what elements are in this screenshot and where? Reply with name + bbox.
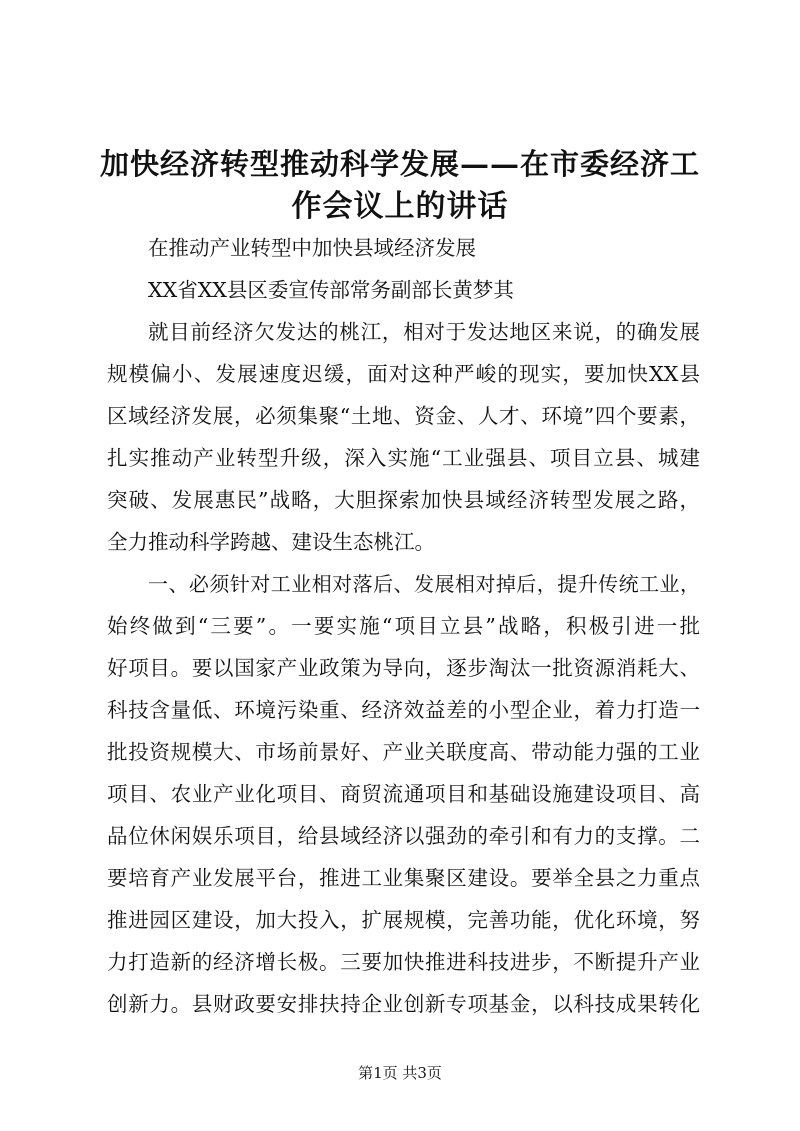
subtitle: 在推动产业转型中加快县域经济发展 bbox=[148, 236, 476, 260]
paragraph-2-line: 要培育产业发展平台，推进工业集聚区建设。要举全县之力重点 bbox=[107, 866, 700, 890]
paragraph-2-line: 项目、农业产业化项目、商贸流通项目和基础设施建设项目、高 bbox=[107, 782, 700, 806]
paragraph-2-line: 科技含量低、环境污染重、经济效益差的小型企业，着力打造一 bbox=[107, 698, 700, 722]
paragraph-1-line: 区域经济发展，必须集聚“土地、资金、人才、环境”四个要素， bbox=[107, 404, 700, 428]
document-title-line-2: 作会议上的讲话 bbox=[291, 189, 509, 224]
paragraph-1-line: 规模偏小、发展速度迟缓，面对这种严峻的现实，要加快XX县 bbox=[107, 362, 700, 386]
paragraph-2-line: 始终做到“三要”。一要实施“项目立县”战略，积极引进一批 bbox=[107, 614, 700, 638]
document-title-line-1: 加快经济转型推动科学发展——在市委经济工 bbox=[100, 147, 701, 181]
paragraph-1-line: 突破、发展惠民”战略，大胆探索加快县域经济转型发展之路， bbox=[107, 488, 700, 512]
page-number-footer: 第1页 共3页 bbox=[358, 1064, 442, 1082]
paragraph-1-line: 扎实推动产业转型升级，深入实施“工业强县、项目立县、城建 bbox=[107, 446, 700, 470]
author-line: XX省XX县区委宣传部常务副部长黄梦其 bbox=[148, 278, 514, 302]
paragraph-2-line: 创新力。县财政要安排扶持企业创新专项基金，以科技成果转化 bbox=[107, 992, 700, 1016]
paragraph-2-line: 品位休闲娱乐项目，给县域经济以强劲的牵引和有力的支撑。二 bbox=[107, 824, 700, 848]
paragraph-2-line: 推进园区建设，加大投入，扩展规模，完善功能，优化环境，努 bbox=[107, 908, 700, 932]
paragraph-2-line: 力打造新的经济增长极。三要加快推进科技进步，不断提升产业 bbox=[107, 950, 700, 974]
paragraph-1-line: 就目前经济欠发达的桃江，相对于发达地区来说，的确发展 bbox=[148, 320, 700, 344]
paragraph-2-line: 一、必须针对工业相对落后、发展相对掉后，提升传统工业， bbox=[148, 572, 700, 596]
paragraph-2-line: 好项目。要以国家产业政策为导向，逐步淘汰一批资源消耗大、 bbox=[107, 656, 700, 680]
paragraph-1-line: 全力推动科学跨越、建设生态桃江。 bbox=[107, 530, 435, 554]
paragraph-2-line: 批投资规模大、市场前景好、产业关联度高、带动能力强的工业 bbox=[107, 740, 700, 764]
